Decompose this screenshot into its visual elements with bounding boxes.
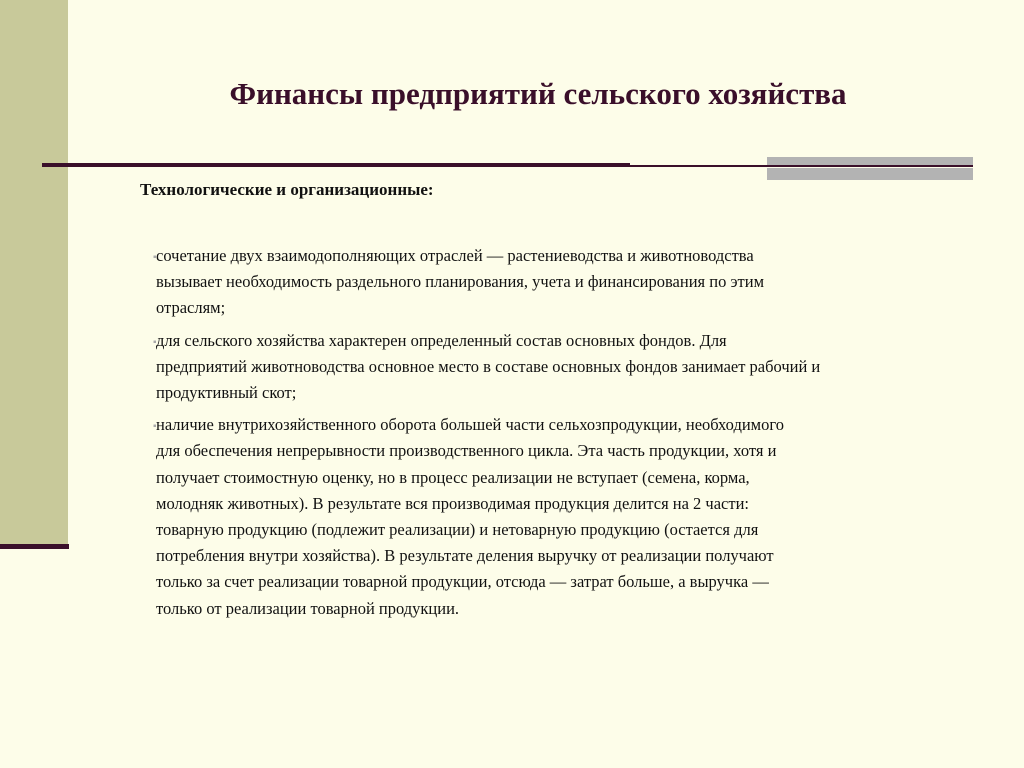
list-item (153, 328, 976, 407)
sidebar-underline (0, 544, 69, 549)
list-item-line: товарную продукцию (подлежит реализации) и нетоварную продукцию (остается для (156, 520, 759, 540)
title-divider (42, 163, 630, 167)
list-item-line: только от реализации товарной продукции. (156, 598, 460, 618)
list-item-line: отраслям; (156, 298, 226, 318)
gray-rule-lower (767, 168, 973, 180)
list-item-line: только за счет реализации товарной продукции, отсюда — затрат больше, а выручка — (156, 572, 769, 592)
bullet-icon: ▪ (153, 336, 157, 348)
list-item-line: вызывает необходимость раздельного планирования, учета и финансирования по этим (156, 272, 765, 292)
sidebar-decoration (0, 0, 68, 548)
title-divider-thin (630, 165, 973, 167)
list-item (153, 412, 976, 622)
list-item-line: наличие внутрихозяйственного оборота большей части сельхозпродукции, необходимого (156, 415, 784, 435)
section-subheading: Технологические и организационные: (140, 180, 434, 199)
bullet-icon: ▪ (153, 421, 157, 433)
list-item-line: для обеспечения непрерывности производственного цикла. Эта часть продукции, хотя и (156, 441, 777, 461)
list-item-line: продуктивный скот; (156, 383, 297, 403)
bullet-list (153, 243, 976, 628)
gray-rule-upper (767, 157, 973, 165)
list-item-line: потребления внутри хозяйства). В результате деления выручку от реализации получают (156, 546, 774, 566)
list-item-line: предприятий животноводства основное место в составе основных фондов занимает рабочий и (156, 356, 821, 376)
list-item-line: сочетание двух взаимодополняющих отраслей — растениеводства и животноводства (156, 246, 754, 265)
list-item-line: молодняк животных). В результате вся производимая продукция делится на 2 части: (156, 493, 750, 513)
list-item-line: для сельского хозяйства характерен определенный состав основных фондов. Для (156, 330, 727, 350)
list-item (153, 243, 976, 322)
list-item-line: получает стоимостную оценку, но в процесс реализации не вступает (семена, корма, (156, 467, 750, 487)
bullet-icon: ▪ (153, 252, 157, 263)
page-title: Финансы предприятий сельского хозяйства (229, 76, 847, 111)
